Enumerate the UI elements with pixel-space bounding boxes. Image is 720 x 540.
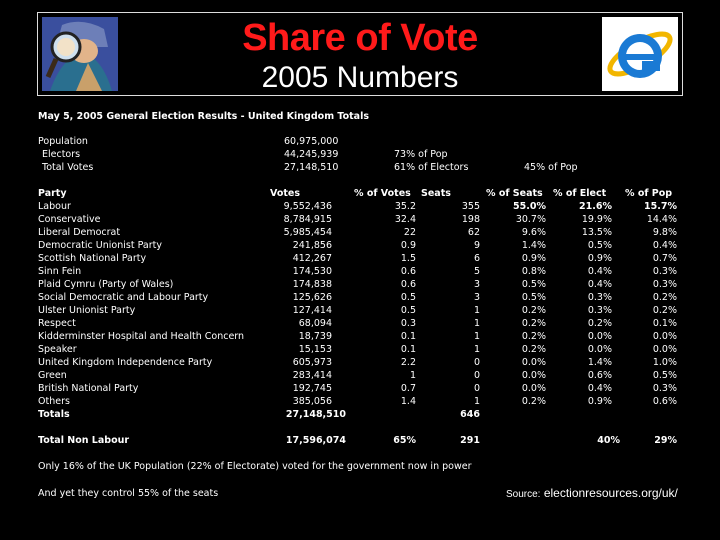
table-cell-pct-votes: 2.2 [400, 357, 416, 368]
table-cell-party: Sinn Fein [38, 266, 82, 277]
table-cell-pct-elect: 0.3% [587, 292, 612, 303]
table-cell-pct-pop: 14.4% [646, 214, 677, 225]
table-cell-pct-elect: 0.4% [587, 279, 612, 290]
table-cell-pct-elect: 0.2% [587, 318, 612, 329]
table-cell-pct-votes: 1 [409, 370, 416, 381]
table-cell-seats: 0 [473, 383, 480, 394]
non-labour-votes: 17,596,074 [285, 435, 346, 446]
slide-header [37, 12, 683, 96]
table-cell-pct-votes: 0.6 [400, 279, 416, 290]
non-labour-pct-pop: 29% [654, 435, 677, 446]
table-cell-votes: 8,784,915 [283, 214, 332, 225]
table-cell-seats: 1 [473, 318, 480, 329]
table-cell-pct-pop: 0.7% [652, 253, 677, 264]
table-cell-pct-seats: 1.4% [521, 240, 546, 251]
table-cell-pct-seats: 0.2% [521, 305, 546, 316]
table-cell-seats: 1 [473, 305, 480, 316]
table-cell-votes: 412,267 [292, 253, 332, 264]
table-cell-party: Kidderminster Hospital and Health Concern [38, 331, 245, 342]
table-cell-pct-elect: 0.9% [587, 253, 612, 264]
note-line-2: And yet they control 55% of the seats [38, 488, 219, 499]
table-cell-seats: 0 [473, 370, 480, 381]
table-cell-seats: 9 [473, 240, 480, 251]
table-cell-votes: 125,626 [292, 292, 332, 303]
table-cell-pct-seats: 0.8% [521, 266, 546, 277]
table-cell-pct-seats: 0.0% [521, 383, 546, 394]
table-cell-pct-seats: 0.5% [521, 279, 546, 290]
non-labour-pct-votes: 65% [393, 435, 416, 446]
table-cell-party: Labour [38, 201, 71, 212]
table-cell-votes: 283,414 [292, 370, 332, 381]
table-cell-pct-seats: 0.2% [521, 396, 546, 407]
table-cell-pct-votes: 22 [403, 227, 416, 238]
slide-subtitle: 2005 Numbers [261, 61, 459, 94]
column-header-party: Party [38, 188, 67, 199]
table-cell-pct-elect: 0.0% [587, 344, 612, 355]
table-cell-party: Liberal Democrat [38, 227, 121, 238]
table-cell-pct-seats: 30.7% [515, 214, 546, 225]
table-cell-party: United Kingdom Independence Party [38, 357, 213, 368]
table-cell-votes: 605,973 [292, 357, 332, 368]
table-cell-pct-votes: 0.5 [400, 305, 416, 316]
table-cell-votes: 385,056 [292, 396, 332, 407]
table-cell-pct-votes: 0.5 [400, 292, 416, 303]
total-votes-value: 27,148,510 [284, 162, 339, 173]
column-header-pct-votes: % of Votes [354, 188, 411, 199]
table-cell-seats: 5 [473, 266, 480, 277]
non-labour-label: Total Non Labour [38, 435, 130, 446]
table-cell-pct-pop: 0.5% [652, 370, 677, 381]
table-cell-party: Conservative [38, 214, 101, 225]
non-labour-seats: 291 [460, 435, 480, 446]
table-cell-pct-pop: 0.3% [652, 279, 677, 290]
electors-label: Electors [42, 149, 81, 160]
table-cell-pct-seats: 0.5% [521, 292, 546, 303]
table-cell-pct-votes: 32.4 [394, 214, 416, 225]
table-cell-pct-seats: 0.2% [521, 331, 546, 342]
table-cell-pct-seats: 9.6% [521, 227, 546, 238]
table-cell-pct-pop: 0.3% [652, 266, 677, 277]
table-cell-pct-pop: 0.6% [652, 396, 677, 407]
table-cell-pct-pop: 0.4% [652, 240, 677, 251]
table-cell-pct-votes: 0.9 [400, 240, 416, 251]
table-cell-pct-pop: 1.0% [652, 357, 677, 368]
table-cell-pct-votes: 0.6 [400, 266, 416, 277]
table-cell-votes: 127,414 [292, 305, 332, 316]
column-header-pct-pop: % of Pop [625, 188, 673, 199]
table-cell-pct-seats: 0.0% [521, 370, 546, 381]
table-cell-pct-seats: 0.2% [521, 344, 546, 355]
totals-label: Totals [38, 409, 70, 420]
table-cell-pct-votes: 0.1 [400, 344, 416, 355]
non-labour-pct-elect: 40% [597, 435, 620, 446]
table-cell-seats: 3 [473, 292, 480, 303]
table-cell-votes: 68,094 [298, 318, 332, 329]
results-heading: May 5, 2005 General Election Results - United Kingdom Totals [38, 111, 370, 122]
table-cell-seats: 3 [473, 279, 480, 290]
table-cell-pct-elect: 0.9% [587, 396, 612, 407]
source-citation [506, 486, 678, 500]
table-cell-pct-pop: 0.0% [652, 331, 677, 342]
population-value: 60,975,000 [284, 136, 339, 147]
table-cell-pct-elect: 0.4% [587, 383, 612, 394]
column-header-pct-elect: % of Elect [553, 188, 607, 199]
table-cell-pct-pop: 0.1% [652, 318, 677, 329]
table-cell-pct-pop: 9.8% [652, 227, 677, 238]
table-cell-seats: 0 [473, 357, 480, 368]
table-cell-seats: 1 [473, 344, 480, 355]
table-cell-pct-elect: 21.6% [579, 201, 612, 212]
table-cell-party: Scottish National Party [38, 253, 147, 264]
table-cell-party: Speaker [38, 344, 77, 355]
table-cell-pct-pop: 15.7% [644, 201, 677, 212]
source-label: Source: [506, 489, 541, 500]
table-cell-pct-elect: 0.0% [587, 331, 612, 342]
table-cell-party: Ulster Unionist Party [38, 305, 136, 316]
table-cell-votes: 192,745 [292, 383, 332, 394]
table-cell-pct-elect: 0.5% [587, 240, 612, 251]
table-cell-pct-pop: 0.0% [652, 344, 677, 355]
table-cell-party: Plaid Cymru (Party of Wales) [38, 279, 174, 290]
table-cell-seats: 355 [461, 201, 480, 212]
column-header-votes: Votes [270, 188, 300, 199]
total-votes-pct-pop: 45% of Pop [524, 162, 578, 173]
table-cell-party: Social Democratic and Labour Party [38, 292, 209, 303]
table-cell-seats: 1 [473, 331, 480, 342]
table-cell-votes: 174,838 [292, 279, 332, 290]
source-site: electionresources.org/uk/ [543, 486, 678, 500]
table-cell-pct-pop: 0.2% [652, 292, 677, 303]
table-cell-pct-seats: 0.0% [521, 357, 546, 368]
total-votes-pct-electors: 61% of Electors [394, 162, 469, 173]
column-header-pct-seats: % of Seats [486, 188, 543, 199]
table-cell-pct-elect: 1.4% [587, 357, 612, 368]
table-cell-seats: 198 [461, 214, 480, 225]
table-cell-pct-pop: 0.2% [652, 305, 677, 316]
table-cell-pct-seats: 0.9% [521, 253, 546, 264]
table-cell-party: Green [38, 370, 67, 381]
table-cell-party: Others [38, 396, 70, 407]
total-votes-label: Total Votes [42, 162, 94, 173]
table-cell-votes: 174,530 [292, 266, 332, 277]
table-cell-pct-seats: 0.2% [521, 318, 546, 329]
table-cell-party: Respect [38, 318, 76, 329]
totals-votes: 27,148,510 [285, 409, 346, 420]
note-line-1: Only 16% of the UK Population (22% of Electorate) voted for the government now in power [38, 461, 472, 472]
table-cell-pct-elect: 0.6% [587, 370, 612, 381]
table-cell-pct-votes: 0.3 [400, 318, 416, 329]
table-cell-pct-votes: 1.4 [400, 396, 416, 407]
totals-seats: 646 [460, 409, 480, 420]
table-cell-votes: 9,552,436 [283, 201, 332, 212]
table-cell-seats: 1 [473, 396, 480, 407]
table-cell-votes: 5,985,454 [283, 227, 332, 238]
table-cell-pct-elect: 0.4% [587, 266, 612, 277]
slide-title: Share of Vote [242, 17, 478, 59]
internet-explorer-logo [602, 17, 678, 91]
table-cell-party: Democratic Unionist Party [38, 240, 162, 251]
table-cell-votes: 18,739 [298, 331, 332, 342]
electors-pct-pop: 73% of Pop [394, 149, 448, 160]
table-cell-pct-elect: 19.9% [581, 214, 612, 225]
table-cell-seats: 62 [467, 227, 480, 238]
table-cell-party: British National Party [38, 383, 139, 394]
table-cell-pct-elect: 0.3% [587, 305, 612, 316]
table-cell-pct-votes: 0.1 [400, 331, 416, 342]
electors-value: 44,245,939 [284, 149, 339, 160]
table-cell-votes: 15,153 [298, 344, 332, 355]
table-cell-pct-votes: 0.7 [400, 383, 416, 394]
column-header-seats: Seats [421, 188, 451, 199]
table-cell-pct-seats: 55.0% [513, 201, 546, 212]
table-cell-votes: 241,856 [292, 240, 332, 251]
table-cell-pct-votes: 35.2 [394, 201, 416, 212]
population-label: Population [38, 136, 88, 147]
table-cell-pct-elect: 13.5% [581, 227, 612, 238]
table-cell-seats: 6 [473, 253, 480, 264]
table-cell-pct-votes: 1.5 [400, 253, 416, 264]
table-cell-pct-pop: 0.3% [652, 383, 677, 394]
